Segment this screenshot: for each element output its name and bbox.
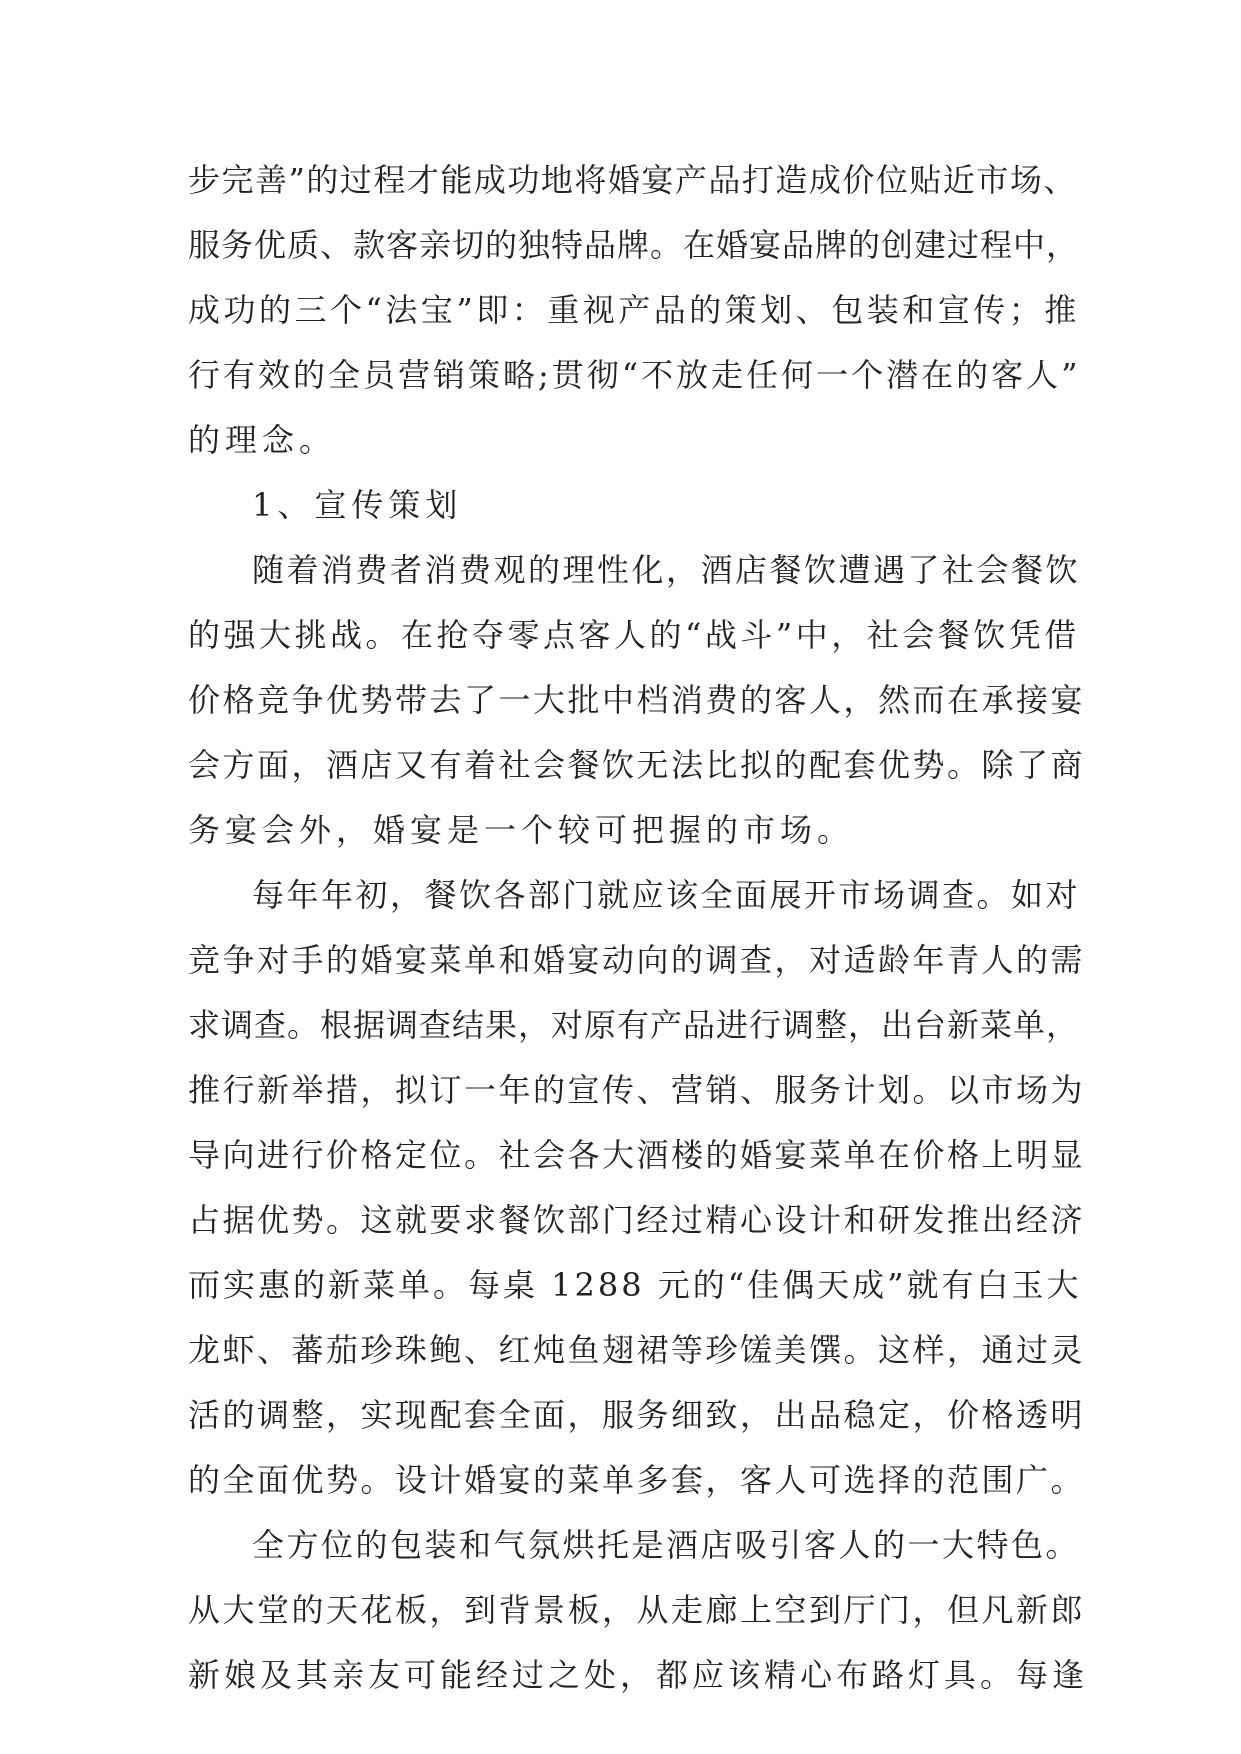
text-line: 求调查。根据调查结果，对原有产品进行调整，出台新菜单， [188,1006,1080,1044]
document-body [188,148,1088,1708]
text-line: 会方面，酒店又有着社会餐饮无法比拟的配套优势。除了商 [188,746,1086,784]
text-line: 而实惠的新菜单。每桌 1288 元的“佳偶天成”就有白玉大 [188,1266,1082,1304]
text-line: 行有效的全员营销策略;贯彻“不放走任何一个潜在的客人” [188,356,1081,394]
text-line: 1、宣传策划 [252,486,463,524]
text-line: 占据优势。这就要求餐饮部门经过精心设计和研发推出经济 [188,1201,1086,1239]
text-line: 竞争对手的婚宴菜单和婚宴动向的调查，对适龄年青人的需 [188,941,1086,979]
text-line: 龙虾、蕃茄珍珠鲍、红炖鱼翅裙等珍馐美馔。这样，通过灵 [188,1331,1086,1369]
document-page [188,148,1088,1708]
text-line: 导向进行价格定位。社会各大酒楼的婚宴菜单在价格上明显 [188,1136,1086,1174]
text-line: 服务优质、款客亲切的独特品牌。在婚宴品牌的创建过程中， [188,226,1080,264]
text-line: 的理念。 [188,421,337,459]
text-line: 全方位的包装和气氛烘托是酒店吸引客人的一大特色。 [252,1526,1081,1564]
text-line: 活的调整，实现配套全面，服务细致，出品稳定，价格透明 [188,1396,1086,1434]
text-line: 价格竞争优势带去了一大批中档消费的客人，然而在承接宴 [188,681,1086,719]
text-line: 从大堂的天花板，到背景板，从走廊上空到厅门，但凡新郎 [188,1591,1086,1629]
text-line: 随着消费者消费观的理性化，酒店餐饮遭遇了社会餐饮 [252,551,1081,589]
text-line: 务宴会外，婚宴是一个较可把握的市场。 [188,811,855,849]
text-line: 推行新举措，拟订一年的宣传、营销、服务计划。以市场为 [188,1071,1086,1109]
text-line: 新娘及其亲友可能经过之处，都应该精心布路灯具。每逢 [188,1656,1089,1694]
text-line: 每年年初，餐饮各部门就应该全面展开市场调查。如对 [252,876,1081,914]
text-line: 的全面优势。设计婚宴的菜单多套，客人可选择的范围广。 [188,1461,1086,1499]
text-line: 步完善”的过程才能成功地将婚宴产品打造成价位贴近市场、 [188,161,1077,199]
text-line: 成功的三个“法宝”即：重视产品的策划、包装和宣传；推 [188,291,1080,329]
text-line: 的强大挑战。在抢夺零点客人的“战斗”中，社会餐饮凭借 [188,616,1080,654]
